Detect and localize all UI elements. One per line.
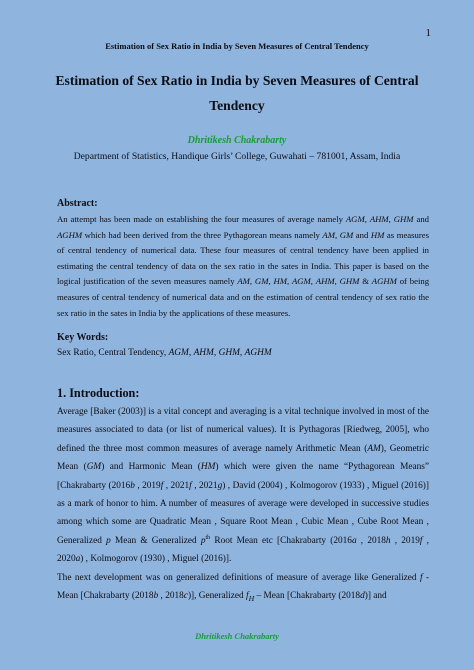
author-affiliation: Department of Statistics, Handique Girls’ College, Guwahati – 781001, Assam, India <box>73 151 401 162</box>
section-heading-introduction: 1. Introduction: <box>57 386 140 400</box>
introduction-body <box>57 403 429 608</box>
introduction-paragraph-2: The next development was on generalized definitions of measure of average like Generalized f - Mean [Chakrabarty (2018b , 2018c)], Generalized $f_H$ – Mean [Chakrabarty (2018d)] and <box>57 572 430 603</box>
paper-title: Estimation of Sex Ratio in India by Seven Measures of Central Tendency <box>55 73 419 113</box>
footer-author: Dhritikesh Chakrabarty <box>195 631 279 641</box>
running-head: Estimation of Sex Ratio in India by Seven Measures of Central Tendency <box>105 41 369 51</box>
abstract-heading: Abstract: <box>57 198 98 209</box>
abstract-body: An attempt has been made on establishing the four measures of average namely AGM, AHM, GHM and AGHM which had been derived from the three Pythagorean means namely AM, GM and HM as measures of central tendency of numerical data. These four measures of central tendency have been applied in estimating the central tendency of data on the sex ratio in the sates in India. This paper is based on the logical justification of the seven measures namely AM, GM, HM, AGM, AHM, GHM & AGHM of being measures of central tendency of numerical data and on the estimation of central tendency of sex ratio the sex ratio in the sates in India by the applications of these measures. <box>57 214 430 318</box>
introduction-paragraph-1: Average [Baker (2003)] is a vital concept and averaging is a vital technique involved in most of the measures associated to data (or list of numerical values). It is Pythagoras [Riedweg, 2005], who defined the three most common measures of average namely Arithmetic Mean (AM), Geometric Mean (GM) and Harmonic Mean (HM) which were given the name “Pythagorean Means” [Chakrabarty (2016b , 2019f , 2021f , 2021g) , David (2004) , Kolmogorov (1933) , Miguel (2016)] as a mark of honor to him. A number of measures of average were developed in successive studies among which some are Quadratic Mean , Square Root Mean , Cubic Mean , Cube Root Mean , Generalized p Mean & Generalized $p^{th}$ Root Mean etc [Chakrabarty (2016a , 2018h , 2019f , 2020a) , Kolmogorov (1930) , Miguel (2016)]. <box>57 407 429 565</box>
author-name: Dhritikesh Chakrabarty <box>187 135 287 146</box>
page-number: 1 <box>425 27 431 39</box>
keywords-list: Sex Ratio, Central Tendency, AGM, AHM, GHM, AGHM <box>57 348 272 358</box>
keywords-heading: Key Words: <box>57 332 109 343</box>
